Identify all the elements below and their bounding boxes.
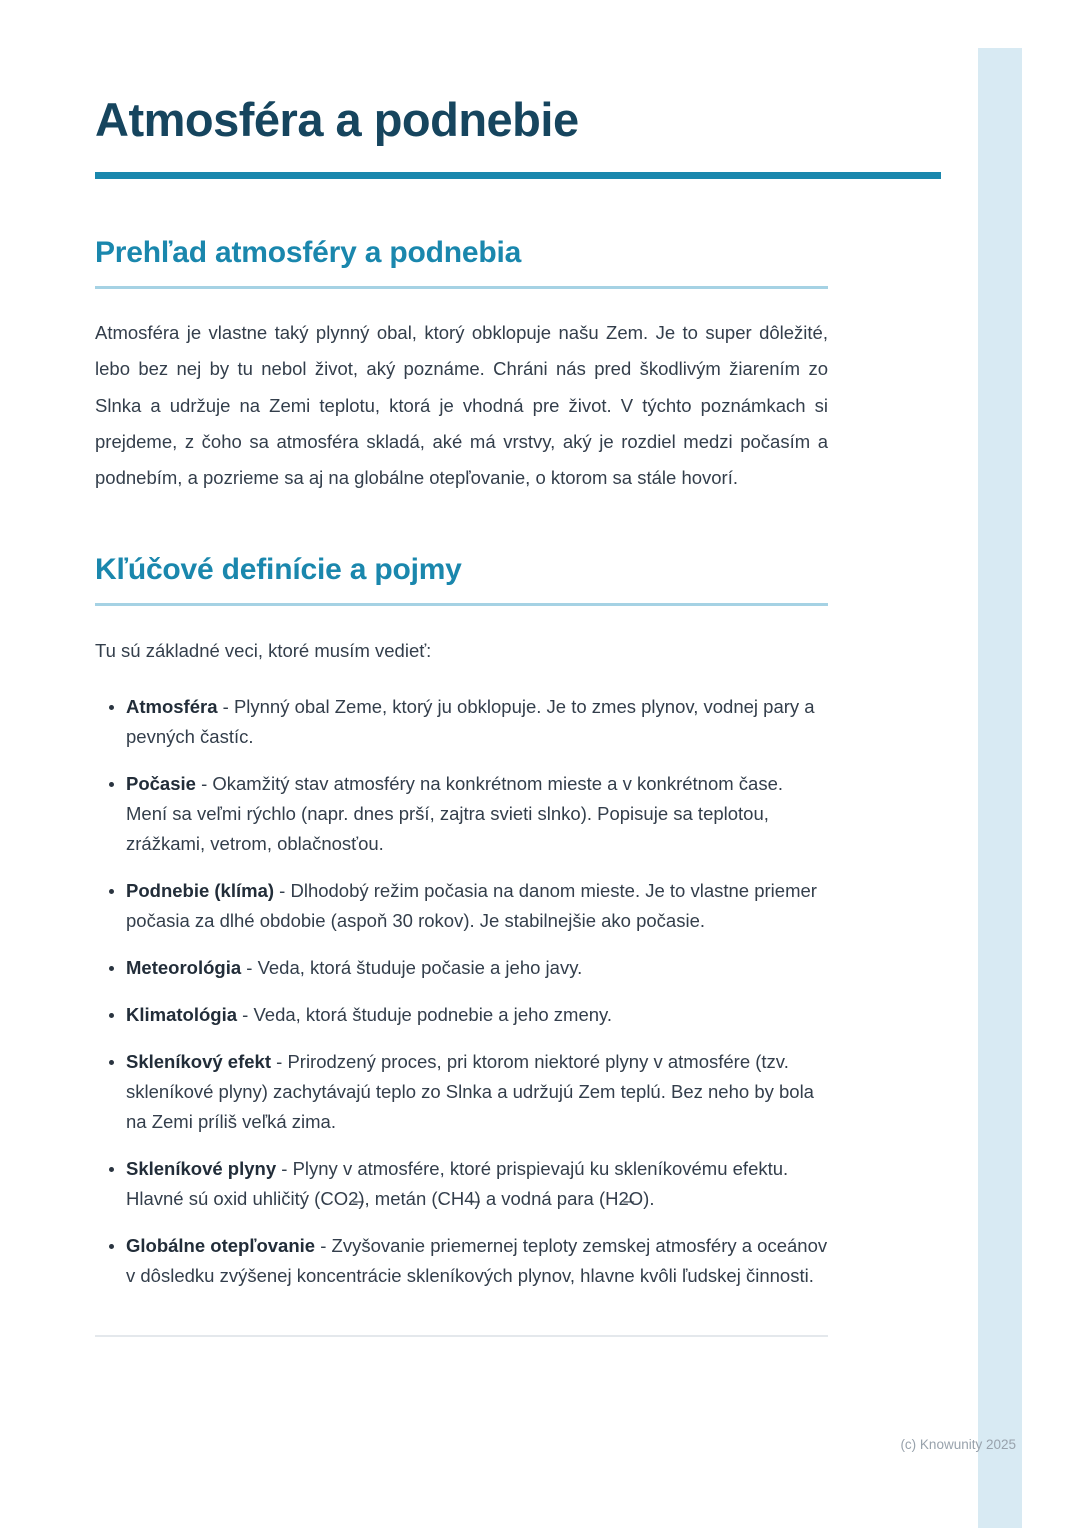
definition-term: Atmosféra (126, 696, 218, 718)
definition-text: - Plynný obal Zeme, ktorý ju obklopuje. Je to zmes plynov, vodnej pary a pevných častíc. (126, 696, 815, 748)
title-rule (95, 172, 941, 179)
definitions-intro: Tu sú základné veci, ktoré musím vedieť: (95, 639, 432, 661)
definition-text: - Veda, ktorá študuje podnebie a jeho zmeny. (242, 1003, 613, 1025)
definition-text: - Zvyšovanie priemernej teploty zemskej atmosféry a oceánov v dôsledku zvýšenej koncentrácie skleníkových plynov, hlavne kvôli ľudskej činnosti. (126, 1234, 828, 1286)
page-title: Atmosféra a podnebie (95, 93, 579, 146)
definition-text: - Okamžitý stav atmosféry na konkrétnom mieste a v konkrétnom čase. Mení sa veľmi rýchlo (napr. dnes prší, zajtra svieti slnko). Popisuje sa teplotou, zrážkami, vetrom, oblačnosťou. (126, 773, 784, 855)
list-item-pocasie (126, 769, 828, 859)
definition-term: Klimatológia (126, 1003, 238, 1025)
content-area (95, 0, 828, 1337)
overview-paragraph: Atmosféra je vlastne taký plynný obal, ktorý obklopuje našu Zem. Je to super dôležité, lebo bez nej by tu nebol život, aký poznáme. Chráni nás pred škodlivým žiarením zo Slnka a udržuje na Zemi teplotu, ktorá je vhodná pre život. V týchto poznámkach si prejdeme, z čoho sa atmosféra skladá, aké má vrstvy, aký je rozdiel medzi počasím a podnebím, a pozrieme sa aj na globálne otepľovanie, o ktorom sa stále hovorí. (95, 322, 828, 488)
list-item-atmosfera (126, 692, 828, 752)
definition-list (95, 692, 828, 1291)
definition-text: - Veda, ktorá študuje počasie a jeho javy. (246, 956, 583, 978)
section-heading-definitions: Kľúčové definície a pojmy (95, 552, 462, 586)
definition-term: Meteorológia (126, 956, 242, 978)
footer-divider (95, 1335, 828, 1337)
list-item-sklenikovy-efekt (126, 1047, 828, 1137)
list-item-podnebie (126, 876, 828, 936)
definition-text: - Dlhodobý režim počasia na danom mieste. Je to vlastne priemer počasia za dlhé obdobie (aspoň 30 rokov). Je stabilnejšie ako počasie. (126, 879, 817, 931)
definition-term: Skleníkový efekt (126, 1050, 271, 1072)
definition-term: Globálne otepľovanie (126, 1234, 316, 1256)
heading-rule-definitions (95, 603, 828, 606)
definition-text: - Plyny v atmosfére, ktoré prispievajú ku skleníkovému efektu. Hlavné sú oxid uhličitý (CO2̶), metán (CH4̶) a vodná para (H2̶O). (126, 1157, 789, 1209)
list-item-sklenikove-plyny (126, 1154, 828, 1214)
definition-term: Počasie (126, 773, 196, 795)
copyright-footer: (c) Knowunity 2025 (900, 1437, 1016, 1452)
definition-text: - Prirodzený proces, pri ktorom niektoré plyny v atmosfére (tzv. skleníkové plyny) zachytávajú teplo zo Slnka a udržujú Zem teplú. Bez neho by bola na Zemi príliš veľká zima. (126, 1050, 814, 1132)
heading-rule-overview (95, 286, 828, 289)
list-item-meteorologia (126, 953, 828, 983)
definition-term: Podnebie (klíma) (126, 879, 275, 901)
list-item-klimatologia (126, 1000, 828, 1030)
definition-term: Skleníkové plyny (126, 1157, 277, 1179)
section-heading-overview: Prehľad atmosféry a podnebia (95, 236, 522, 270)
page-edge-strip (978, 48, 1022, 1528)
list-item-globalne-oteplovanie (126, 1231, 828, 1291)
